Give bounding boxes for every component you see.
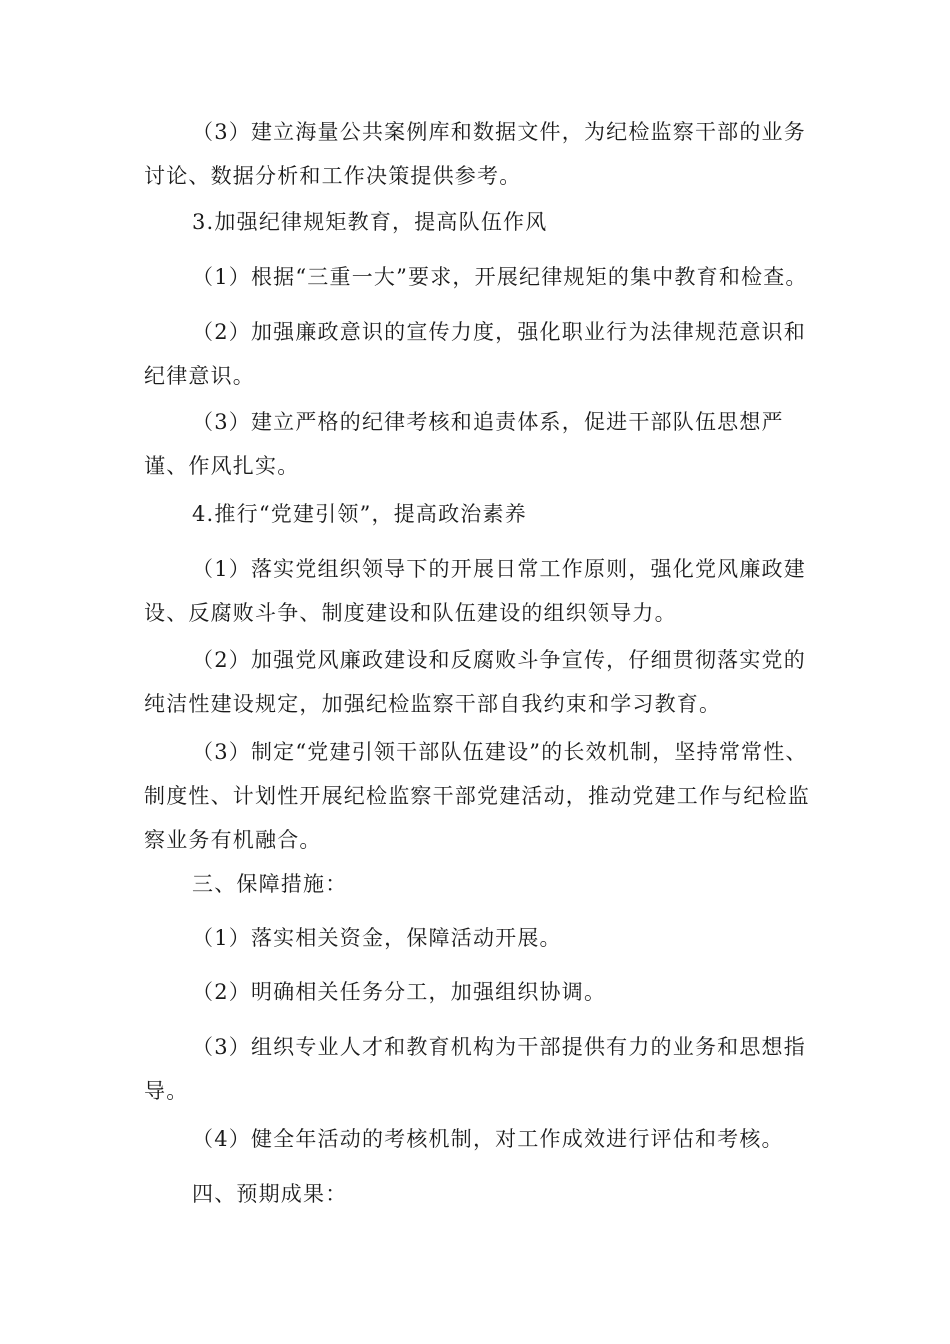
heading-safeguard-measures: 三、保障措施： [192,872,348,896]
paragraph-anti-corruption: （2）加强党风廉政建设和反腐败斗争宣传，仔细贯彻落实党的纯洁性建设规定，加强纪检监察干部自我约束和学习教育。 [144,648,806,716]
paragraph-long-term-mechanism: （3）制定“党建引领干部队伍建设”的长效机制，坚持常常性、制度性、计划性开展纪检监察干部党建活动，推动党建工作与纪检监察业务有机融合。 [144,740,810,852]
paragraph-case-library: （3）建立海量公共案例库和数据文件，为纪检监察干部的业务讨论、数据分析和工作决策提供参考。 [144,120,806,188]
heading-party-building: 4.推行“党建引领”，提高政治素养 [192,502,527,526]
paragraph-assessment-mechanism: （4）健全年活动的考核机制，对工作成效进行评估和考核。 [192,1127,784,1151]
heading-expected-results: 四、预期成果： [192,1182,348,1206]
paragraph-task-division: （2）明确相关任务分工，加强组织协调。 [192,980,607,1004]
paragraph-professional-guidance: （3）组织专业人才和教育机构为干部提供有力的业务和思想指导。 [144,1035,806,1103]
paragraph-party-leadership: （1）落实党组织领导下的开展日常工作原则，强化党风廉政建设、反腐败斗争、制度建设和队伍建设的组织领导力。 [144,557,806,625]
heading-discipline-education: 3.加强纪律规矩教育，提高队伍作风 [192,210,548,234]
paragraph-discipline-assessment: （3）建立严格的纪律考核和追责体系，促进干部队伍思想严谨、作风扎实。 [144,410,784,478]
paragraph-funding: （1）落实相关资金，保障活动开展。 [192,926,562,950]
paragraph-three-important: （1）根据“三重一大”要求，开展纪律规矩的集中教育和检查。 [192,265,808,289]
paragraph-integrity-awareness: （2）加强廉政意识的宣传力度，强化职业行为法律规范意识和纪律意识。 [144,320,806,388]
